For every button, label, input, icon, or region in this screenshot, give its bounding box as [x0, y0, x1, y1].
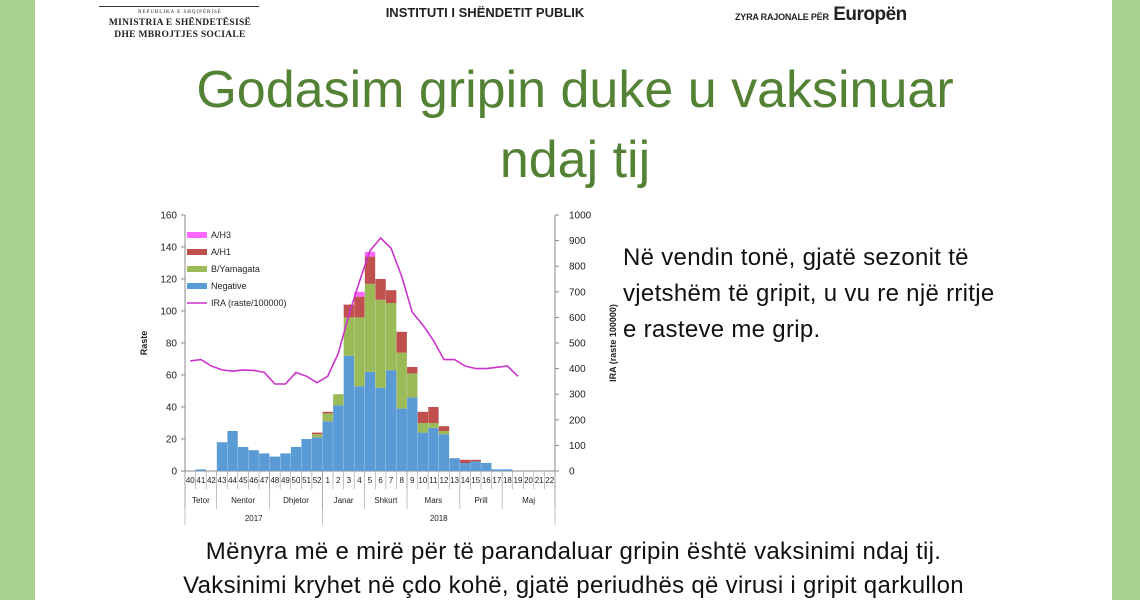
x-tick-label: 15	[471, 476, 481, 485]
bar-a-h1	[323, 412, 333, 414]
x-tick-label: 52	[312, 476, 322, 485]
institute-logo-text: INSTITUTI I SHËNDETIT PUBLIK	[385, 5, 585, 20]
bar-b-yamagata	[407, 373, 417, 397]
bar-a-h1	[386, 290, 396, 303]
bar-a-h1	[428, 407, 438, 423]
left-tick-label: 60	[165, 370, 177, 382]
year-label: 2017	[244, 514, 263, 523]
x-tick-label: 22	[545, 476, 555, 485]
x-tick-label: 16	[481, 476, 491, 485]
bar-negative	[365, 372, 375, 471]
x-tick-label: 21	[534, 476, 544, 485]
bar-negative	[407, 397, 417, 471]
bar-negative	[291, 447, 301, 471]
month-label: Shkurt	[374, 496, 398, 505]
bar-negative	[502, 469, 512, 471]
legend-swatch	[187, 283, 207, 289]
x-tick-label: 40	[185, 476, 195, 485]
x-tick-label: 19	[513, 476, 523, 485]
x-tick-label: 50	[291, 476, 301, 485]
bar-a-h1	[375, 279, 385, 300]
bottom-text-line1: Mënyra më e mirë për të parandaluar gripin është vaksinimi ndaj tij.	[205, 538, 942, 565]
bar-negative	[439, 434, 449, 471]
bar-a-h1	[397, 332, 407, 353]
x-tick-label: 48	[270, 476, 280, 485]
right-tick-label: 500	[569, 338, 586, 350]
bar-negative	[249, 450, 259, 471]
x-tick-label: 9	[410, 476, 415, 485]
x-tick-label: 17	[492, 476, 502, 485]
x-tick-label: 14	[460, 476, 470, 485]
bar-b-yamagata	[418, 423, 428, 433]
who-europe-prefix: ZYRA RAJONALE PËR	[735, 12, 829, 22]
x-tick-label: 4	[357, 476, 362, 485]
ministry-logo	[95, 0, 265, 40]
bar-negative	[471, 461, 481, 471]
bar-negative	[375, 388, 385, 471]
x-tick-label: 13	[450, 476, 460, 485]
ministry-name-line1: MINISTRIA E SHËNDETËSISË	[108, 18, 252, 28]
legend-label: IRA (raste/100000)	[211, 298, 287, 308]
x-tick-label: 43	[217, 476, 227, 485]
y2-axis-title: IRA (raste 100000)	[608, 304, 618, 382]
x-tick-label: 46	[249, 476, 259, 485]
right-tick-label: 0	[569, 466, 575, 478]
bottom-text-line2: Vaksinimi kryhet në çdo kohë, gjatë periudhës që virusi i gripit qarkullon	[183, 572, 964, 599]
bar-negative	[492, 469, 502, 471]
bar-negative	[270, 457, 280, 471]
bar-negative	[449, 458, 459, 471]
x-tick-label: 18	[502, 476, 512, 485]
bar-negative	[397, 409, 407, 471]
right-tick-label: 600	[569, 312, 586, 324]
left-tick-label: 80	[165, 338, 177, 350]
month-label: Maj	[522, 496, 536, 505]
year-label: 2018	[429, 514, 448, 523]
y-axis-title: Raste	[139, 330, 149, 356]
bar-b-yamagata	[344, 317, 354, 355]
month-label: Mars	[424, 496, 443, 505]
x-tick-label: 45	[238, 476, 248, 485]
right-tick-label: 700	[569, 287, 586, 299]
right-tick-label: 100	[569, 440, 586, 452]
x-tick-label: 2	[336, 476, 341, 485]
left-tick-label: 100	[160, 306, 177, 318]
month-label: Tetor	[191, 496, 210, 505]
bar-a-h1	[460, 460, 470, 463]
x-tick-label: 3	[346, 476, 352, 485]
page-title-line2: ndaj tij	[499, 131, 651, 189]
x-tick-label: 6	[378, 476, 383, 485]
left-tick-label: 40	[165, 402, 177, 414]
bar-a-h1	[439, 426, 449, 431]
bar-a-h1	[471, 460, 481, 462]
ministry-republic-text: REPUBLIKA E SHQIPËRISË	[138, 10, 222, 15]
x-tick-label: 47	[259, 476, 269, 485]
x-tick-label: 42	[206, 476, 216, 485]
bar-negative	[460, 463, 470, 471]
legend-label: A/H1	[211, 247, 232, 257]
legend-label: A/H3	[211, 230, 232, 240]
legend-label: Negative	[211, 281, 247, 291]
x-tick-label: 44	[228, 476, 238, 485]
bar-negative	[238, 447, 248, 471]
bar-b-yamagata	[323, 413, 333, 421]
bar-negative	[418, 433, 428, 471]
bar-a-h1	[312, 433, 322, 435]
bar-negative	[301, 439, 311, 471]
left-tick-label: 140	[160, 242, 177, 254]
slide	[35, 0, 1112, 600]
page-title-line1: Godasim gripin duke u vaksinuar	[196, 61, 954, 119]
legend-swatch	[187, 249, 207, 255]
left-tick-label: 160	[160, 210, 177, 222]
bar-b-yamagata	[333, 394, 343, 405]
bar-b-yamagata	[428, 423, 438, 428]
x-tick-label: 7	[388, 476, 394, 485]
x-tick-label: 5	[367, 476, 373, 485]
bar-a-h1	[407, 367, 417, 373]
bar-b-yamagata	[312, 434, 322, 437]
x-tick-label: 11	[429, 476, 438, 485]
who-europe-logo	[735, 4, 907, 26]
bar-negative	[428, 428, 438, 471]
bar-negative	[333, 405, 343, 471]
bar-b-yamagata	[397, 353, 407, 409]
bar-a-h1	[418, 412, 428, 423]
bar-negative	[344, 356, 354, 471]
month-label: Dhjetor	[283, 496, 309, 505]
bar-negative	[354, 386, 364, 471]
month-label: Janar	[333, 496, 354, 505]
bar-b-yamagata	[365, 284, 375, 372]
legend-label: B/Yamagata	[211, 264, 260, 274]
left-tick-label: 20	[165, 434, 177, 446]
bar-b-yamagata	[439, 431, 449, 434]
bar-a-h1	[354, 297, 364, 318]
bar-negative	[259, 453, 269, 471]
x-tick-label: 20	[524, 476, 534, 485]
bar-negative	[280, 453, 290, 471]
ministry-name-line2: DHE MBROJTJES SOCIALE	[114, 30, 246, 40]
bar-b-yamagata	[354, 317, 364, 386]
x-tick-label: 8	[399, 476, 404, 485]
legend-swatch	[187, 232, 207, 238]
x-tick-label: 12	[439, 476, 449, 485]
bar-b-yamagata	[386, 303, 396, 370]
left-tick-label: 120	[160, 274, 177, 286]
page-title	[95, 55, 1055, 195]
bar-b-yamagata	[375, 300, 385, 388]
month-label: Nentor	[231, 496, 256, 505]
who-europe-word: Europën	[833, 4, 907, 25]
building-emblem-icon	[99, 0, 259, 7]
bar-negative	[481, 463, 491, 471]
x-tick-label: 41	[196, 476, 206, 485]
ira-line	[190, 238, 518, 384]
bar-negative	[386, 370, 396, 471]
legend-swatch	[187, 266, 207, 272]
x-tick-label: 51	[302, 476, 312, 485]
bar-negative	[196, 469, 206, 471]
x-tick-label: 1	[325, 476, 330, 485]
bar-negative	[323, 421, 333, 471]
side-paragraph: Në vendin tonë, gjatë sezonit të vjetshëm të gripit, u vu re një rritje e rasteve me grip.	[623, 244, 995, 343]
right-tick-label: 800	[569, 261, 586, 273]
right-tick-label: 400	[569, 364, 586, 376]
right-tick-label: 200	[569, 415, 586, 427]
x-tick-label: 10	[418, 476, 428, 485]
right-tick-label: 1000	[569, 210, 592, 222]
flu-surveillance-chart	[105, 205, 618, 530]
x-tick-label: 49	[280, 476, 290, 485]
bar-negative	[227, 431, 237, 471]
month-label: Prill	[474, 496, 488, 505]
right-tick-label: 300	[569, 389, 586, 401]
right-tick-label: 900	[569, 236, 586, 248]
bar-negative	[312, 437, 322, 471]
left-tick-label: 0	[171, 466, 177, 478]
bar-negative	[217, 442, 227, 471]
